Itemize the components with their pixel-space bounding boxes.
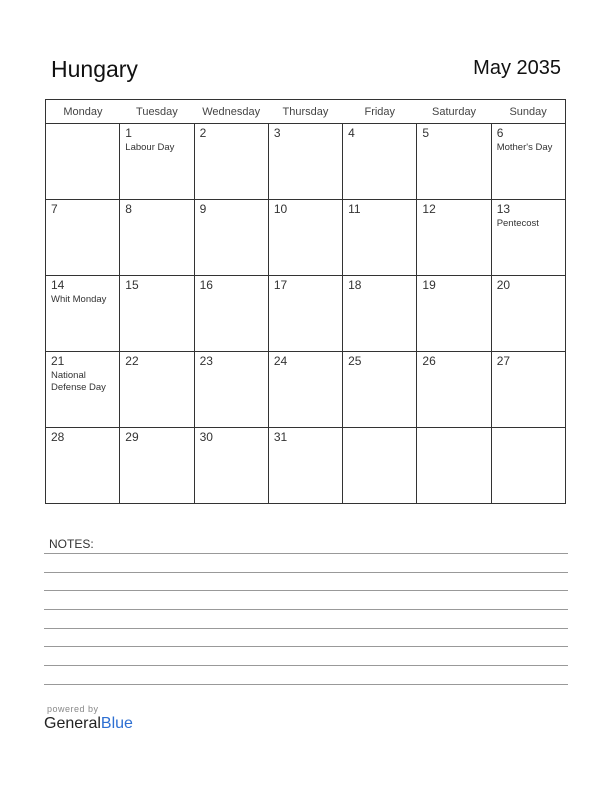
day-number: 10: [273, 202, 288, 216]
day-cell: [194, 124, 268, 200]
day-number: 25: [348, 354, 362, 368]
day-cell: [268, 124, 342, 200]
note-line: [44, 572, 568, 573]
country-title: Hungary: [51, 56, 138, 82]
day-cell: [46, 352, 120, 428]
day-number: 28: [51, 430, 65, 444]
weekday-header: Sunday: [491, 100, 565, 124]
holiday-label: Labour Day: [125, 142, 175, 153]
logo-general: General: [44, 715, 101, 732]
day-number: 22: [125, 354, 139, 368]
day-cell: [491, 200, 565, 276]
calendar-grid: [45, 99, 566, 504]
note-line: [44, 590, 568, 591]
day-cell: [343, 428, 417, 504]
day-number: 21: [51, 354, 65, 368]
day-number: 26: [422, 354, 436, 368]
day-number: 31: [273, 430, 288, 444]
day-cell: [268, 200, 342, 276]
day-cell: [194, 428, 268, 504]
holiday-label: Pentecost: [496, 218, 539, 229]
day-number: 6: [496, 126, 504, 140]
day-number: 30: [199, 430, 213, 444]
weekday-header: Friday: [343, 100, 417, 124]
month-year-title: May 2035: [473, 57, 561, 79]
generalblue-logo: [44, 715, 133, 733]
holiday-label: Whit Monday: [51, 294, 107, 305]
day-cell: [120, 200, 194, 276]
day-cell: [120, 352, 194, 428]
weekday-header: Monday: [46, 100, 120, 124]
day-cell: [194, 276, 268, 352]
day-cell: [46, 428, 120, 504]
powered-by-text: powered by: [47, 704, 99, 714]
day-number: 17: [273, 278, 288, 292]
day-cell: [46, 124, 120, 200]
day-number: 24: [273, 354, 288, 368]
day-cell: [491, 124, 565, 200]
day-number: 2: [199, 126, 207, 140]
day-number: 29: [125, 430, 139, 444]
note-line: [44, 646, 568, 647]
day-number: 20: [496, 278, 511, 292]
day-cell: [46, 276, 120, 352]
day-number: 27: [496, 354, 511, 368]
holiday-label: Mother's Day: [496, 142, 553, 153]
holiday-label: National Defense Day: [51, 370, 106, 393]
week-row: [46, 352, 566, 428]
day-cell: [417, 428, 491, 504]
logo-blue: Blue: [100, 715, 133, 732]
notes-label: NOTES:: [49, 537, 94, 551]
week-row: [46, 124, 566, 200]
weekday-header: Wednesday: [194, 100, 268, 124]
day-cell: [120, 428, 194, 504]
day-number: 7: [51, 202, 58, 216]
note-line: [44, 553, 568, 554]
day-number: 16: [199, 278, 213, 292]
weekday-header: Saturday: [417, 100, 491, 124]
day-number: 18: [348, 278, 362, 292]
note-line: [44, 665, 568, 666]
weekday-header: Thursday: [268, 100, 342, 124]
day-number: 5: [422, 126, 430, 140]
note-line: [44, 628, 568, 629]
day-cell: [417, 200, 491, 276]
day-cell: [194, 352, 268, 428]
day-number: 13: [496, 202, 511, 216]
note-line: [44, 684, 568, 685]
day-cell: [343, 200, 417, 276]
day-cell: [268, 276, 342, 352]
weekday-header-row: [46, 100, 566, 124]
day-cell: [120, 276, 194, 352]
day-cell: [491, 352, 565, 428]
day-cell: [120, 124, 194, 200]
brand-footer: [44, 704, 133, 733]
week-row: [46, 200, 566, 276]
day-cell: [343, 352, 417, 428]
weekday-header: Tuesday: [120, 100, 194, 124]
day-cell: [194, 200, 268, 276]
day-cell: [491, 428, 565, 504]
day-number: 23: [199, 354, 213, 368]
note-line: [44, 609, 568, 610]
day-cell: [46, 200, 120, 276]
day-number: 14: [51, 278, 65, 292]
day-number: 19: [422, 278, 436, 292]
week-row: [46, 276, 566, 352]
day-cell: [268, 352, 342, 428]
day-cell: [268, 428, 342, 504]
day-cell: [343, 124, 417, 200]
day-number: 3: [273, 126, 281, 140]
day-number: 8: [125, 202, 132, 216]
day-number: 11: [348, 202, 361, 216]
day-number: 15: [125, 278, 139, 292]
day-cell: [417, 276, 491, 352]
day-number: 9: [199, 202, 207, 216]
day-number: 1: [125, 126, 132, 140]
week-row: [46, 428, 566, 504]
day-cell: [417, 124, 491, 200]
day-number: 4: [348, 126, 355, 140]
day-cell: [417, 352, 491, 428]
day-number: 12: [422, 202, 436, 216]
day-cell: [491, 276, 565, 352]
day-cell: [343, 276, 417, 352]
